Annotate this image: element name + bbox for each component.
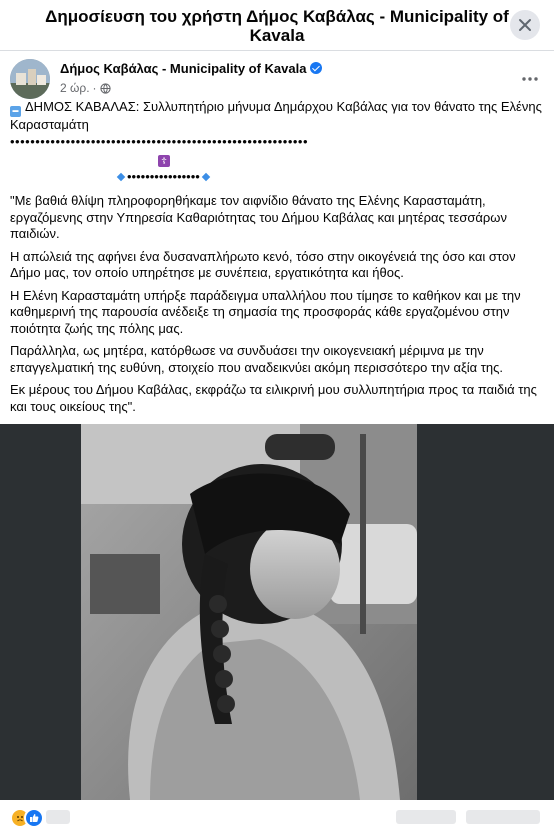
dialog-header [0, 0, 554, 51]
meta-separator: · [92, 81, 97, 95]
close-button[interactable] [510, 10, 540, 40]
diamond-icon [202, 172, 210, 180]
diamond-dots-line [10, 169, 542, 186]
globe-icon [100, 83, 111, 94]
post-meta [60, 81, 111, 95]
reactions-summary[interactable] [10, 808, 44, 828]
post-paragraph: Εκ μέρους του Δήμου Καβάλας, εκφράζω τα ειλικρινή μου συλλυπητήρια προς τα παιδιά της και τους οικείους της". [10, 382, 537, 414]
post-photo-image [0, 424, 554, 800]
dialog-title: Δημοσίευση του χρήστη Δήμος Καβάλας - Municipality of Kavala [45, 7, 509, 45]
avatar-image [10, 59, 50, 99]
like-reaction-icon [24, 808, 44, 828]
dots-divider: ••••••••••••••••••••••••••••••••••••••••••••••••••••••••••• [10, 133, 309, 149]
dots-short: •••••••••••••••• [127, 168, 200, 184]
post-author-row [10, 59, 544, 99]
author-name-link[interactable] [60, 61, 322, 76]
comment-count-redacted [396, 810, 456, 824]
post-headline-line [10, 99, 542, 134]
more-options-icon [522, 77, 538, 81]
avatar[interactable] [10, 59, 50, 99]
post-paragraph: "Με βαθιά θλίψη πληροφορηθήκαμε τον αιφνίδιο θάνατο της Ελένης Καρασταμάτη, εργαζόμενης στην Υπηρεσία Καθαριότητας του Δήμου Καβάλας και μητέρας τεσσάρων παιδιών. [10, 193, 507, 241]
diamond-icon [117, 172, 125, 180]
orthodox-cross-icon: ☦ [158, 155, 170, 167]
post-paragraph: Η Ελένη Καρασταμάτη υπήρξε παράδειγμα υπαλλήλου που τίμησε το καθήκον και με την καθημερινή της παρουσία ανέδειξε τη σημασία της προσφοράς κάθε εργαζομένου στην ποιότητα ζωής της πόλης μας. [10, 287, 521, 336]
post-paragraph: Παράλληλα, ως μητέρα, κατόρθωσε να συνδυάσει την οικογενειακή μέριμνα με την επαγγελματική της ευθύνη, στοιχείο που αναδεικνύει ακόμη περισσότερο την αξία της. [10, 343, 504, 375]
post-headline: ΔΗΜΟΣ ΚΑΒΑΛΑΣ: Συλλυπητήριο μήνυμα Δημάρχου Καβάλας για τον θάνατο της Ελένης Καρασταμάτη [10, 99, 542, 132]
author-name[interactable]: Δήμος Καβάλας - Municipality of Kavala [60, 61, 307, 76]
post-body [10, 99, 542, 464]
post-footer [0, 800, 554, 840]
post-paragraph: Η απώλειά της αφήνει ένα δυσαναπλήρωτο κενό, τόσο στην οικογένειά της όσο και στον Δήμο μας, τον οποίο υπηρέτησε με συνέπεια, εργατικότητα και ήθος. [10, 248, 516, 280]
verified-badge-icon [310, 62, 322, 74]
close-icon [518, 18, 532, 32]
cross-line [10, 152, 542, 169]
post-photo[interactable] [0, 424, 554, 800]
more-options-button[interactable] [516, 65, 544, 93]
post-time[interactable]: 2 ώρ. [60, 81, 90, 95]
reaction-count-redacted [46, 810, 70, 824]
info-tag-icon: ▬ [10, 106, 21, 117]
share-count-redacted [466, 810, 540, 824]
